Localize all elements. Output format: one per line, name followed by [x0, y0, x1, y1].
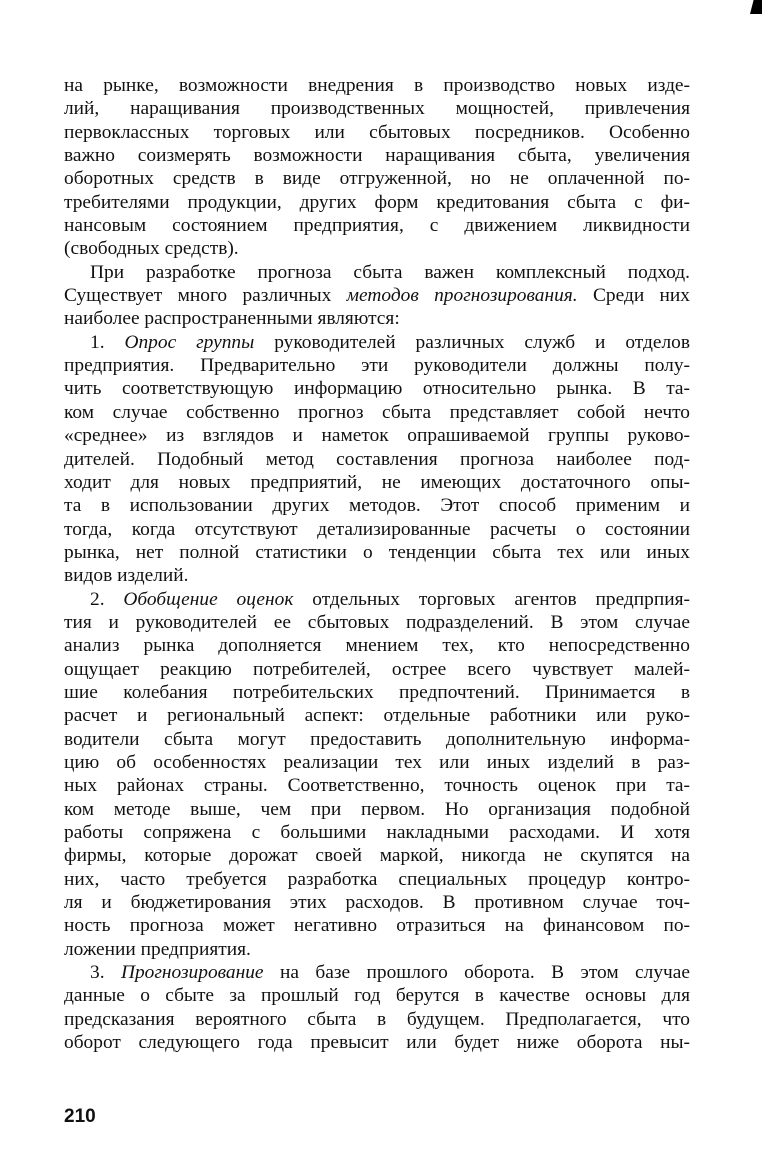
text-segment: оборотных средств в виде отгруженной, но не оплаченной по-: [64, 168, 690, 190]
text-segment: руководителей различных служб и отделов: [254, 331, 690, 353]
text-segment: наиболее распространенными являются:: [64, 308, 400, 330]
text-line: [64, 237, 690, 260]
text-line: [64, 1031, 690, 1054]
text-segment: ходит для новых предприятий, не имеющих достаточного опы-: [64, 471, 690, 493]
text-segment: 3.: [90, 962, 121, 984]
text-line: [64, 424, 690, 447]
paragraph: [64, 331, 690, 588]
text-segment: ощущает реакцию потребителей, острее всего чувствует малей-: [64, 658, 690, 680]
page-number: 210: [64, 1106, 96, 1127]
text-line: [64, 214, 690, 237]
text-segment: Существует много различных: [64, 285, 347, 307]
text-line: [64, 658, 690, 681]
text-line: [64, 821, 690, 844]
page-body-text: [64, 74, 690, 1054]
text-segment: чить соответствующую информацию относительно рынка. В та-: [64, 378, 690, 400]
text-line: [64, 634, 690, 657]
text-segment: работы сопряжена с большими накладными расходами. И хотя: [64, 822, 690, 843]
text-line: [64, 74, 690, 97]
text-line: [64, 914, 690, 937]
italic-term: Опрос группы: [124, 331, 255, 353]
text-segment: ком методе выше, чем при первом. Но организация подобной: [64, 798, 690, 820]
text-segment: тогда, когда отсутствуют детализированные расчеты о состоянии: [64, 518, 690, 540]
text-segment: них, часто требуется разработка специальных процедур контро-: [64, 868, 690, 890]
text-line: [64, 611, 690, 634]
text-segment: ложении предприятия.: [64, 938, 251, 960]
text-segment: Среди них: [577, 285, 690, 307]
text-segment: отдельных торговых агентов предпрпия-: [293, 588, 690, 610]
text-segment: оборот следующего года превысит или будет ниже оборота ны-: [64, 1032, 690, 1054]
text-line: [64, 868, 690, 891]
italic-term: Прогнозирование: [120, 962, 264, 984]
text-segment: ных районах страны. Соответственно, точность оценок при та-: [64, 775, 690, 797]
text-segment: 2.: [90, 588, 124, 610]
text-line: [64, 1008, 690, 1031]
text-line: [64, 704, 690, 727]
text-segment: водители сбыта могут предоставить дополнительную информа-: [64, 728, 690, 750]
text-line: [64, 588, 690, 611]
text-line: [64, 471, 690, 494]
text-segment: шие колебания потребительских предпочтений. Принимается в: [64, 681, 690, 703]
paragraph: [64, 588, 690, 962]
italic-term: методов прогнозирования.: [346, 285, 578, 307]
text-segment: ком случае собственно прогноз сбыта представляет собой нечто: [64, 401, 690, 423]
text-segment: на базе прошлого оборота. В этом случае: [263, 962, 690, 984]
text-segment: (свободных средств).: [64, 238, 239, 260]
paragraph: [64, 74, 690, 261]
text-line: [64, 191, 690, 214]
text-segment: первоклассных торговых или сбытовых посредников. Особенно: [64, 121, 690, 143]
text-line: [64, 774, 690, 797]
text-line: [64, 891, 690, 914]
text-line: [64, 798, 690, 821]
text-segment: анализ рынка дополняется мнением тех, кто непосредственно: [64, 635, 690, 657]
text-line: [64, 284, 690, 307]
text-line: [64, 401, 690, 424]
text-segment: дителей. Подобный метод составления прогноза наиболее под-: [64, 448, 690, 470]
text-line: [64, 331, 690, 354]
text-line: [64, 97, 690, 120]
text-segment: важно соизмерять возможности наращивания сбыта, увеличения: [64, 145, 690, 167]
text-segment: данные о сбыте за прошлый год берутся в качестве основы для: [64, 985, 690, 1007]
italic-term: Обобщение оценок: [123, 588, 294, 610]
text-line: [64, 961, 690, 984]
text-line: [64, 681, 690, 704]
text-segment: рынка, нет полной статистики о тенденции сбыта тех или иных: [64, 541, 690, 563]
text-segment: на рынке, возможности внедрения в производство новых изде-: [64, 75, 690, 96]
text-segment: нансовым состоянием предприятия, с движением ликвидности: [64, 215, 690, 237]
page-corner-mark: [750, 0, 762, 14]
text-segment: та в использовании других методов. Этот способ применим и: [64, 495, 690, 517]
text-segment: При разработке прогноза сбыта важен комплексный подход.: [90, 261, 690, 283]
text-segment: фирмы, которые дорожат своей маркой, никогда не скупятся на: [64, 845, 690, 867]
text-line: [64, 377, 690, 400]
text-segment: требителями продукции, других форм кредитования сбыта с фи-: [64, 191, 690, 213]
text-line: [64, 494, 690, 517]
text-line: [64, 844, 690, 867]
text-segment: «среднее» из взглядов и наметок опрашиваемой группы руково-: [64, 425, 690, 447]
text-segment: ля и бюджетирования этих расходов. В противном случае точ-: [64, 892, 690, 914]
text-line: [64, 728, 690, 751]
text-line: [64, 144, 690, 167]
text-line: [64, 448, 690, 471]
text-line: [64, 307, 690, 330]
text-segment: расчет и региональный аспект: отдельные работники или руко-: [64, 705, 690, 727]
text-segment: предсказания вероятного сбыта в будущем. Предполагается, что: [64, 1008, 690, 1030]
paragraph: [64, 261, 690, 331]
text-line: [64, 751, 690, 774]
text-segment: лий, наращивания производственных мощностей, привлечения: [64, 98, 690, 120]
text-line: [64, 261, 690, 284]
text-segment: тия и руководителей ее сбытовых подразделений. В этом случае: [64, 611, 690, 633]
text-line: [64, 541, 690, 564]
text-segment: предприятия. Предварительно эти руководители должны полу-: [64, 355, 690, 377]
text-line: [64, 984, 690, 1007]
text-line: [64, 518, 690, 541]
text-line: [64, 564, 690, 587]
text-segment: ность прогноза может негативно отразиться на финансовом по-: [64, 915, 690, 937]
paragraph: [64, 961, 690, 1054]
text-segment: видов изделий.: [64, 565, 189, 587]
text-line: [64, 354, 690, 377]
text-segment: цию об особенностях реализации тех или иных изделий в раз-: [64, 751, 690, 773]
text-line: [64, 938, 690, 961]
text-line: [64, 167, 690, 190]
text-segment: 1.: [90, 331, 125, 353]
text-line: [64, 121, 690, 144]
